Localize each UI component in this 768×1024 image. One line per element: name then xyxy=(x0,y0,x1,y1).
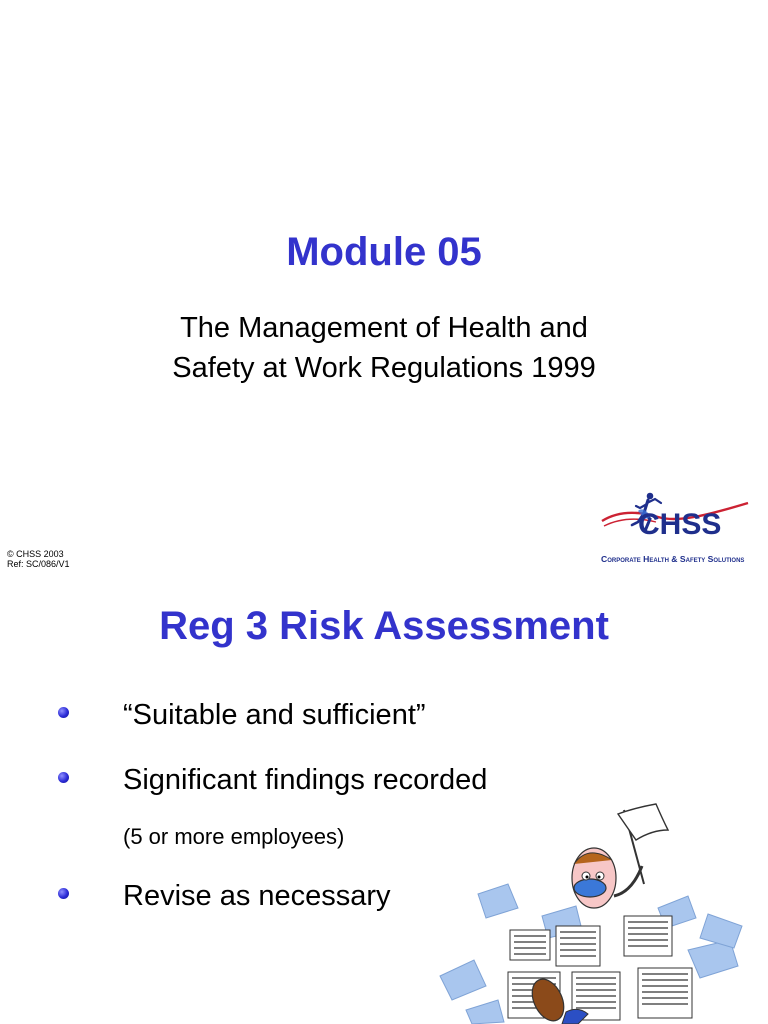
logo-tagline: Corporate Health & Safety Solutions xyxy=(601,554,745,564)
bullet-sub-note: (5 or more employees) xyxy=(123,824,345,849)
bullet-dot-icon xyxy=(58,707,69,718)
module-title: Module 05 xyxy=(286,230,482,274)
bullet-item xyxy=(58,764,487,797)
subtitle-line-2: Safety at Work Regulations 1999 xyxy=(172,352,596,384)
bullet-text: “Suitable and sufficient” xyxy=(123,699,426,731)
bullet-text: Significant findings recorded xyxy=(123,764,488,796)
footer-reference: Ref: SC/086/V1 xyxy=(7,559,70,569)
bullet-dot-icon xyxy=(58,772,69,783)
logo-wordmark: CHSS xyxy=(638,508,722,541)
bullet-dot-icon xyxy=(58,888,69,899)
slide-reg-3 xyxy=(0,576,768,1024)
bullet-item xyxy=(58,880,391,913)
bullet-item xyxy=(58,699,426,732)
footer-copyright: © CHSS 2003 xyxy=(7,549,64,559)
bullet-text: Revise as necessary xyxy=(123,880,391,912)
module-subtitle xyxy=(84,308,684,388)
subtitle-line-1: The Management of Health and xyxy=(180,312,588,344)
slide-title: Reg 3 Risk Assessment xyxy=(159,604,609,648)
slide-footer xyxy=(7,549,70,569)
paperwork-person-waving-flag-icon xyxy=(438,800,758,1024)
